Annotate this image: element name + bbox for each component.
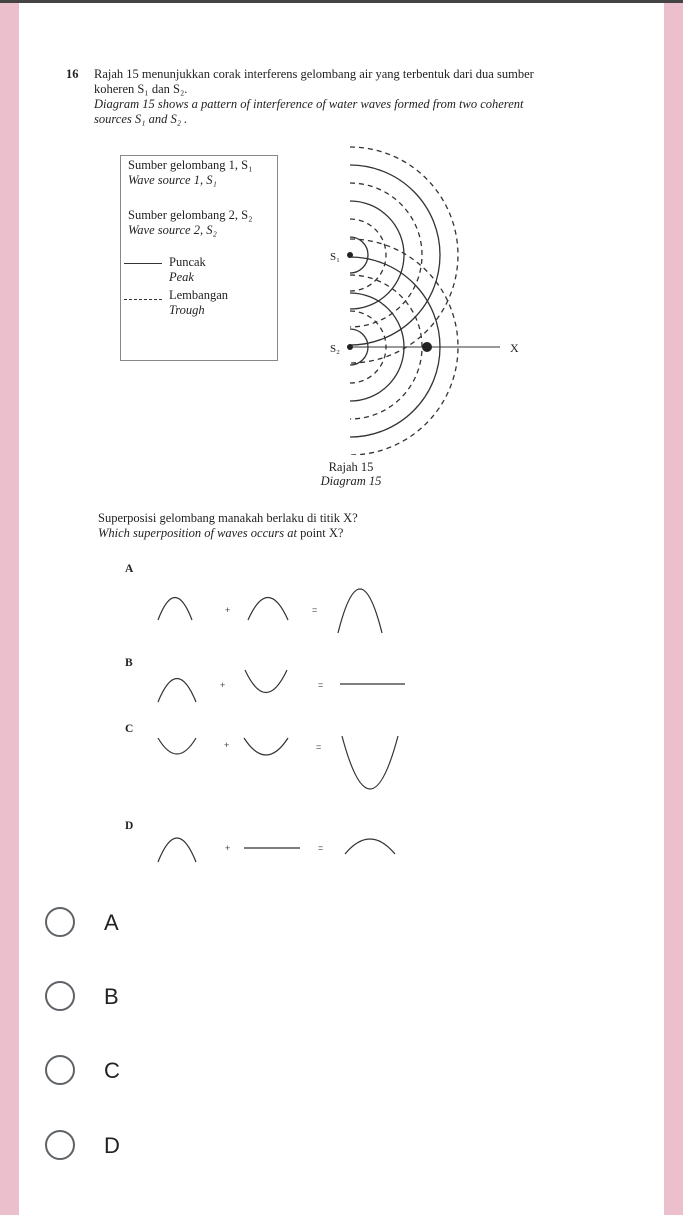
choice-d-label: D	[104, 1133, 120, 1158]
sub-question-en-italic: Which superposition of waves occurs at	[98, 526, 297, 540]
caption-en: Diagram 15	[320, 474, 382, 488]
point-x-dot	[422, 342, 432, 352]
choice-b[interactable]	[45, 981, 345, 1017]
s2-label: S₂	[330, 343, 340, 355]
source-s1-dot	[347, 252, 353, 258]
option-c-wave2	[244, 738, 288, 755]
diagram-caption	[306, 460, 396, 488]
option-d-wave1	[158, 838, 196, 862]
sub-question-en	[98, 526, 358, 541]
radio-a[interactable]	[45, 907, 75, 937]
question-line-ms-1: Rajah 15 menunjukkan corak interferens gelombang air yang terbentuk dari dua sumber	[94, 67, 534, 81]
legend-source1-en: Wave source 1, S₁	[128, 173, 217, 187]
option-d-equals: =	[318, 843, 324, 853]
s1-label: S₁	[330, 251, 340, 263]
choice-a[interactable]	[45, 907, 345, 943]
sub-question	[98, 511, 358, 541]
option-d-plus: +	[225, 843, 231, 853]
option-c-plus: +	[224, 740, 230, 750]
choice-c-label: C	[104, 1058, 120, 1083]
option-a-equals: =	[312, 605, 318, 615]
option-d-figure	[150, 824, 415, 869]
option-b-plus: +	[220, 680, 226, 690]
question-line-en-2: sources S₁ and S₂ .	[94, 112, 188, 126]
sub-question-en-plain: point X?	[296, 526, 344, 540]
option-a-wave1	[158, 598, 192, 621]
source-s2-dot	[347, 344, 353, 350]
option-d-result	[345, 839, 395, 854]
legend-peak-line	[124, 263, 162, 264]
legend-trough-line	[124, 299, 162, 300]
option-a-result	[338, 589, 382, 633]
option-a-figure	[150, 565, 415, 637]
option-c-equals: =	[316, 742, 322, 752]
option-c-figure	[150, 730, 415, 802]
legend-trough-ms: Lembangan	[169, 288, 229, 302]
legend-trough-en: Trough	[169, 303, 205, 317]
option-c-letter: C	[125, 723, 134, 735]
legend-source2-ms: Sumber gelombang 2, S₂	[128, 208, 253, 222]
legend-source2-en: Wave source 2, S₂	[128, 223, 217, 237]
option-d-letter: D	[125, 820, 134, 832]
interference-diagram	[300, 145, 540, 455]
radio-b[interactable]	[45, 981, 75, 1011]
option-b-wave2	[245, 670, 287, 693]
option-a-letter: A	[125, 563, 134, 575]
question-line-en-1: Diagram 15 shows a pattern of interference of water waves formed from two coherent	[94, 97, 524, 111]
choice-b-label: B	[104, 984, 119, 1009]
option-b-figure	[150, 660, 415, 710]
s1-wavefronts	[350, 147, 458, 363]
option-b-equals: =	[318, 680, 324, 690]
legend-peak-ms: Puncak	[169, 255, 206, 269]
caption-ms: Rajah 15	[328, 460, 374, 474]
option-a-wave2	[248, 598, 288, 621]
diagram-legend	[120, 155, 278, 361]
choice-d[interactable]	[45, 1130, 345, 1166]
legend-source1-ms: Sumber gelombang 1, S₁	[128, 158, 253, 172]
radio-c[interactable]	[45, 1055, 75, 1085]
choice-a-label: A	[104, 910, 119, 935]
legend-peak-en: Peak	[169, 270, 194, 284]
option-c-result	[342, 736, 398, 789]
radio-d[interactable]	[45, 1130, 75, 1160]
option-b-letter: B	[125, 657, 133, 669]
option-c-wave1	[158, 738, 196, 754]
choice-c[interactable]	[45, 1055, 345, 1091]
option-b-wave1	[158, 679, 196, 703]
question-text	[66, 67, 590, 127]
question-number: 16	[66, 67, 79, 81]
x-label: X	[510, 341, 519, 355]
question-line-ms-2: koheren S₁ dan S₂.	[94, 82, 188, 96]
sub-question-ms: Superposisi gelombang manakah berlaku di titik X?	[98, 511, 358, 525]
option-a-plus: +	[225, 605, 231, 615]
